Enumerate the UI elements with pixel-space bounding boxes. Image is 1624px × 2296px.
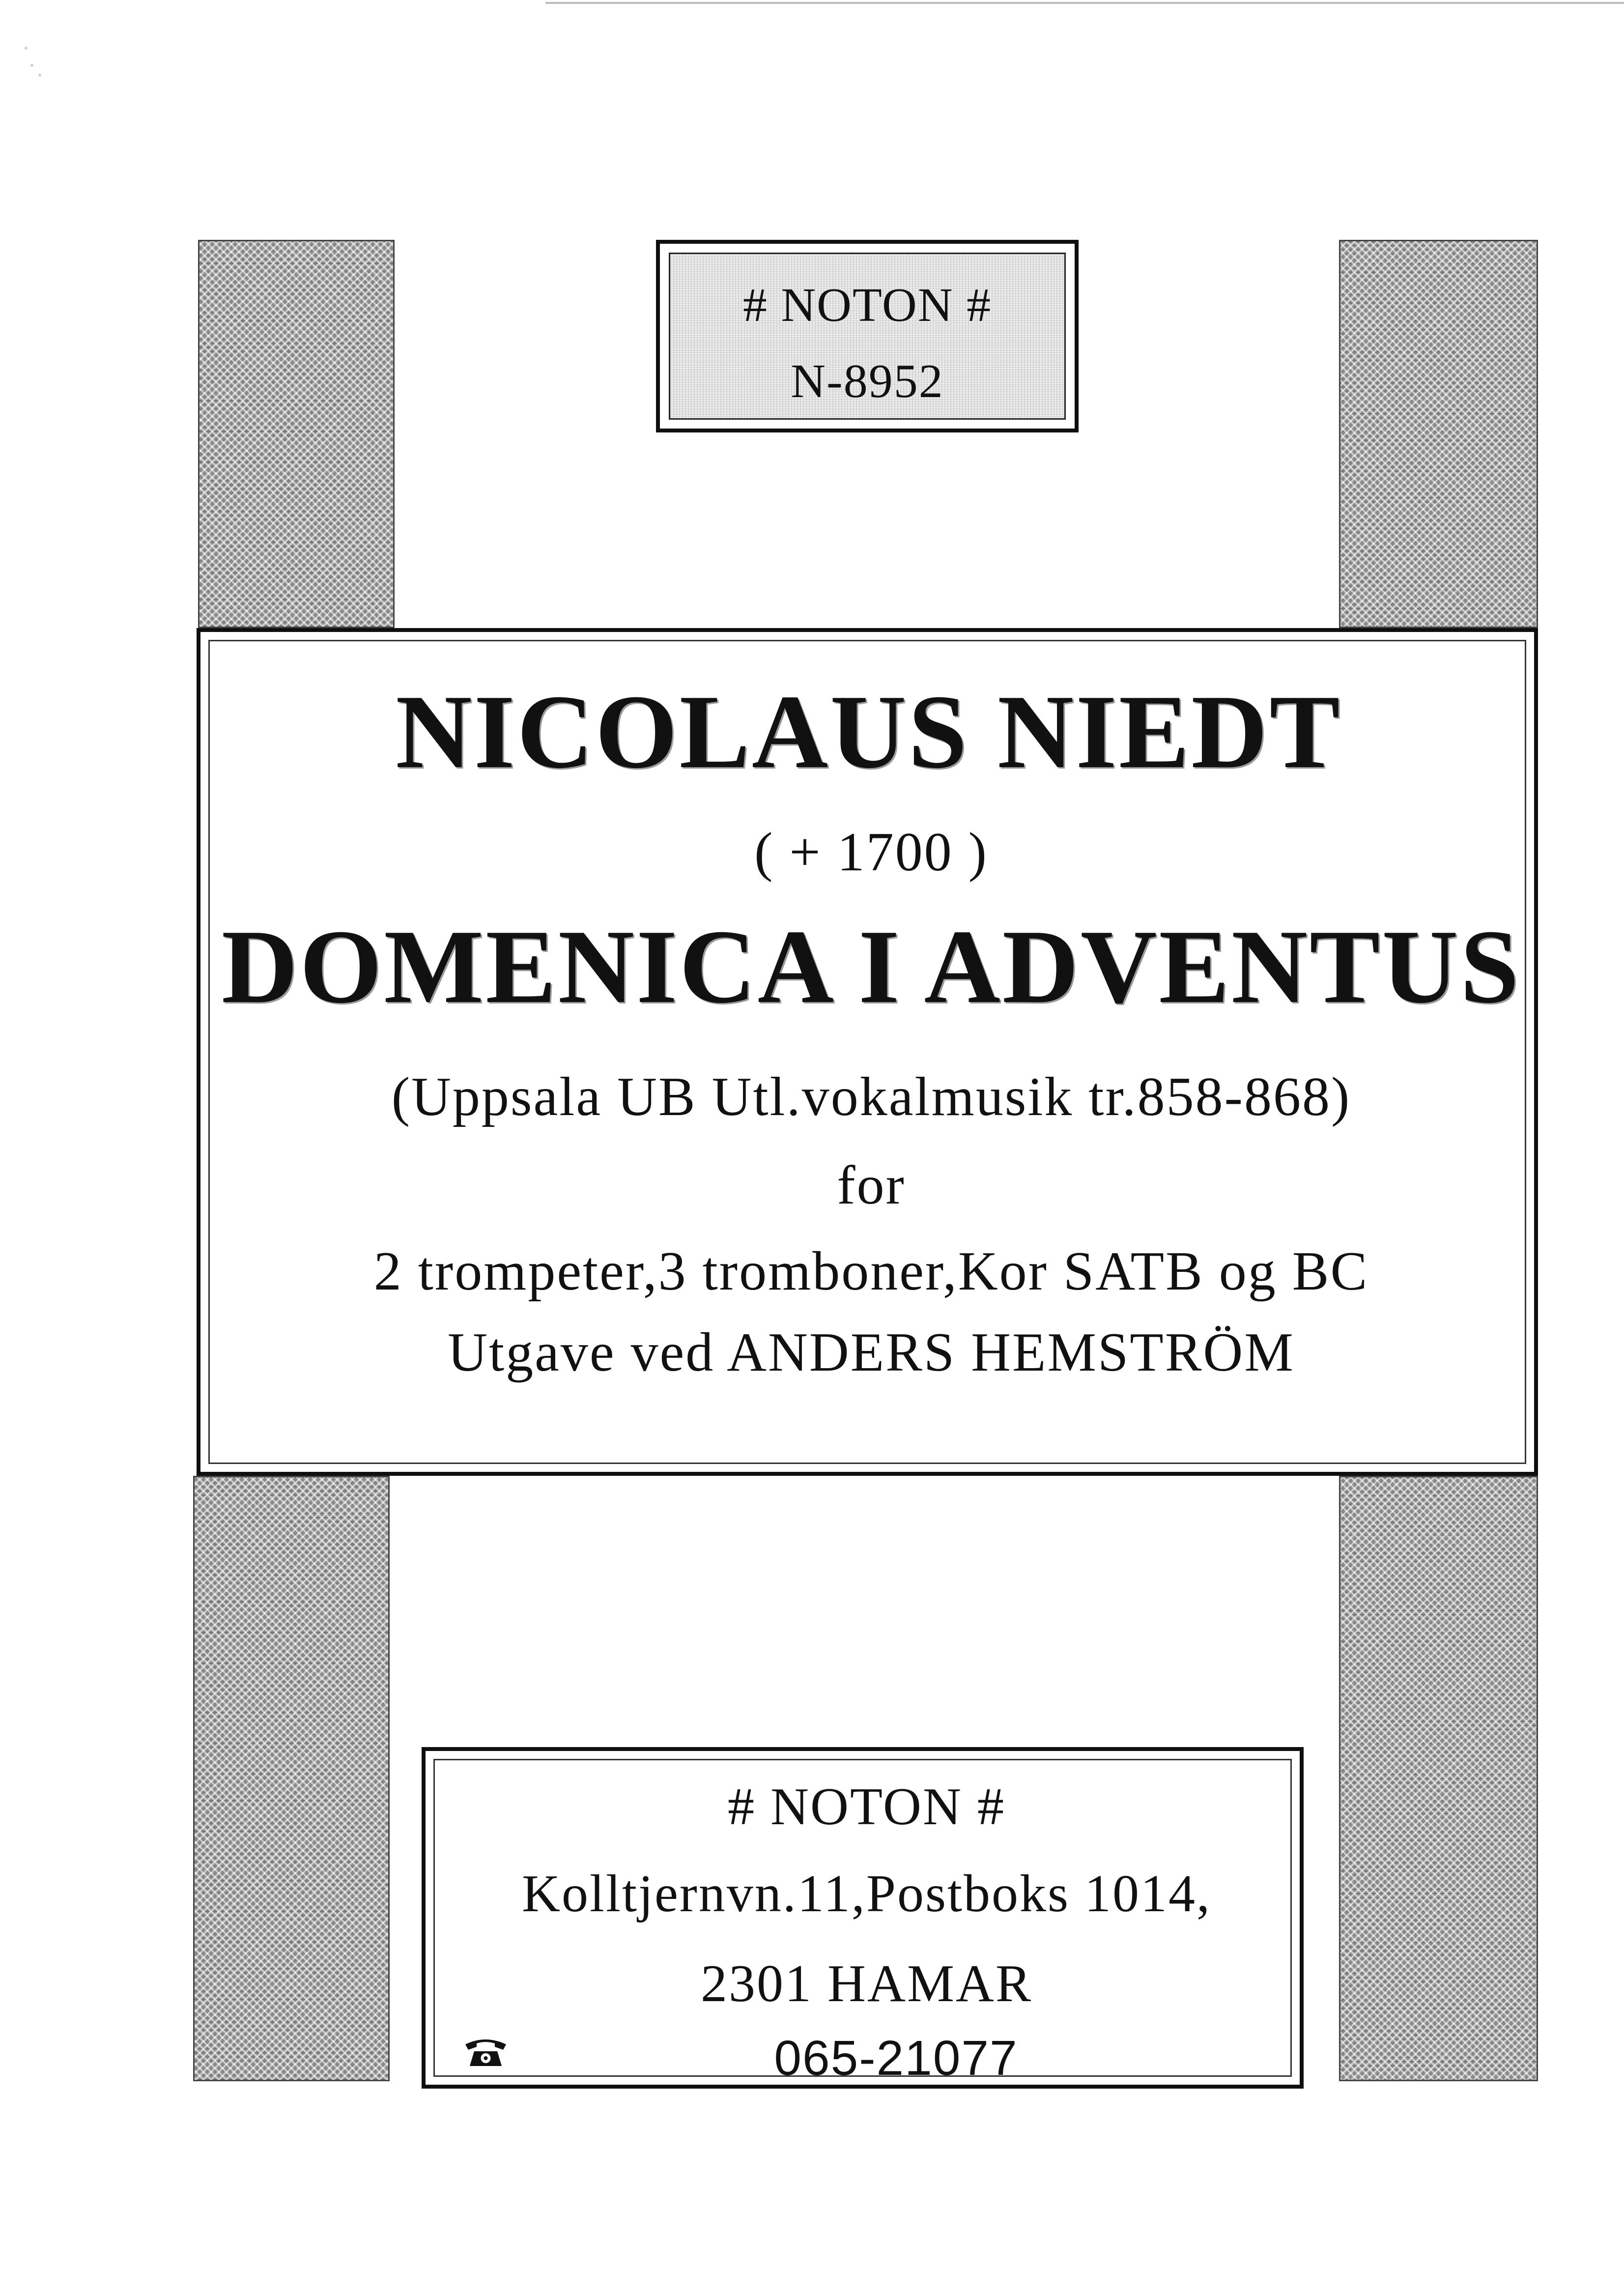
title-block	[197, 628, 1538, 1476]
catalog-label-inner	[669, 253, 1066, 420]
publisher-name: # NOTON #	[728, 1778, 1005, 1836]
publisher-street: Kolltjernvn.11,Postboks 1014,	[521, 1865, 1212, 1923]
decorative-pillar-bottom-left	[193, 1476, 390, 2081]
publisher-city: 2301 HAMAR	[700, 1954, 1033, 2013]
decorative-pillar-top-left	[198, 240, 395, 628]
decorative-pillar-bottom-right	[1339, 1476, 1538, 2081]
publisher-address-block	[422, 1747, 1304, 2089]
instrumentation: 2 trompeter,3 tromboner,Kor SATB og BC	[373, 1241, 1369, 1302]
scan-speck	[30, 64, 33, 67]
scan-speck	[38, 74, 41, 77]
source-reference: (Uppsala UB Utl.vokalmusik tr.858-868)	[391, 1066, 1351, 1127]
editor-credit: Utgave ved ANDERS HEMSTRÖM	[448, 1322, 1295, 1383]
catalog-number: N-8952	[791, 355, 944, 408]
scan-edge-line	[545, 2, 1624, 4]
composer-dates: ( + 1700 )	[754, 822, 988, 883]
catalog-label	[656, 240, 1079, 432]
decorative-pillar-top-right	[1339, 240, 1538, 628]
catalog-publisher-mark: # NOTON #	[742, 279, 992, 332]
work-title: DOMENICA I ADVENTUS	[221, 908, 1521, 1025]
scan-speck	[25, 47, 28, 50]
publisher-phone: 065-21077	[774, 2031, 1018, 2086]
composer-name: NICOLAUS NIEDT	[396, 673, 1342, 790]
for-label: for	[837, 1155, 906, 1216]
